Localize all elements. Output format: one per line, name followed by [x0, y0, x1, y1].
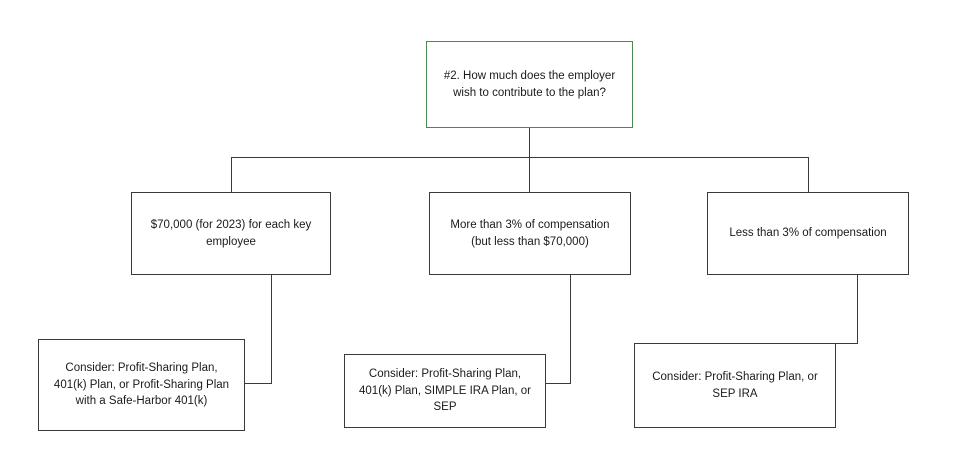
- connector-cond3-stem: [857, 275, 858, 343]
- connector-cond2-stem: [570, 275, 571, 383]
- recommendation-label-1: Consider: Profit-Sharing Plan, 401(k) Plan, or Profit-Sharing Plan with a Safe-Harbor 401(k): [53, 361, 230, 408]
- root-question-node: [426, 41, 633, 128]
- connector-root-stem: [529, 128, 530, 157]
- root-question-label: #2. How much does the employer wish to contribute to the plan?: [443, 69, 616, 99]
- condition-label-2: More than 3% of compensation (but less than $70,000): [450, 218, 610, 248]
- condition-node-1: [131, 192, 331, 275]
- connector-drop-branch-1: [231, 157, 232, 192]
- recommendation-node-3: [634, 343, 836, 428]
- condition-label-1: $70,000 (for 2023) for each key employee: [150, 218, 312, 248]
- connector-branch-bus: [231, 157, 808, 158]
- connector-cond2-elbow: [546, 383, 571, 384]
- connector-drop-branch-2: [529, 157, 530, 192]
- recommendation-node-1: [38, 339, 245, 431]
- recommendation-label-3: Consider: Profit-Sharing Plan, or SEP IRA: [652, 370, 818, 400]
- recommendation-node-2: [344, 354, 546, 428]
- condition-node-2: [429, 192, 631, 275]
- connector-cond1-elbow: [245, 383, 272, 384]
- recommendation-label-2: Consider: Profit-Sharing Plan, 401(k) Plan, SIMPLE IRA Plan, or SEP: [359, 367, 531, 414]
- connector-drop-branch-3: [808, 157, 809, 192]
- connector-cond3-elbow: [836, 343, 858, 344]
- condition-node-3: [707, 192, 909, 275]
- connector-cond1-stem: [271, 275, 272, 383]
- condition-label-3: Less than 3% of compensation: [729, 227, 887, 240]
